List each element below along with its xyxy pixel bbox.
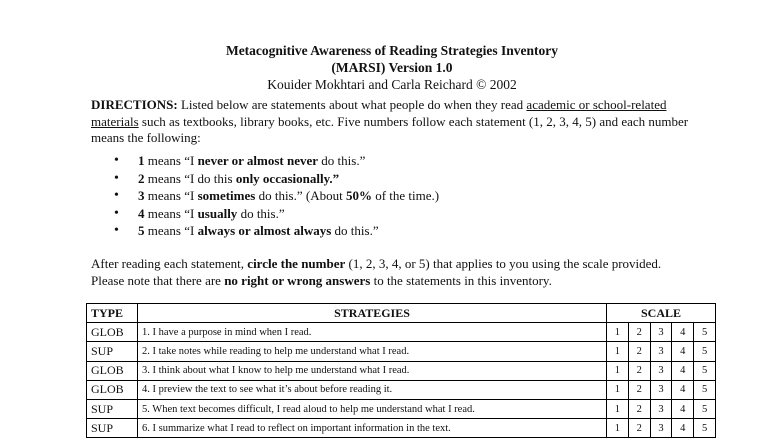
directions-text-a: Listed below are statements about what people do when they read — [177, 97, 527, 112]
table-row — [87, 419, 716, 438]
row-type: GLOB — [87, 380, 138, 399]
scale-list — [114, 152, 439, 240]
scale-bold: always or almost always — [197, 223, 332, 239]
scale-bold: only occasionally.” — [235, 170, 340, 186]
scale-item — [114, 222, 439, 240]
scale-text: means “I — [144, 223, 198, 239]
scale-text: means “I do this — [144, 170, 236, 186]
scale-bold: usually — [197, 205, 238, 221]
scale-text: of the time.) — [371, 188, 440, 204]
scale-number: 2 — [138, 170, 145, 186]
scale-option-2[interactable]: 2 — [628, 419, 650, 438]
directions-label: DIRECTIONS: — [91, 97, 178, 112]
scale-option-5[interactable]: 5 — [694, 323, 716, 342]
scale-option-4[interactable]: 4 — [672, 399, 694, 418]
scale-text: do this.” — [237, 205, 285, 221]
scale-bold: never or almost never — [197, 153, 319, 168]
scale-item — [114, 187, 439, 205]
scale-text: do this.” — [318, 153, 366, 168]
scale-option-5[interactable]: 5 — [694, 361, 716, 380]
title-line-2: (MARSI) Version 1.0 — [331, 60, 453, 75]
row-type: SUP — [87, 419, 138, 438]
scale-option-1[interactable]: 1 — [607, 399, 629, 418]
header-scale: SCALE — [607, 304, 716, 323]
scale-item — [114, 205, 439, 223]
scale-option-3[interactable]: 3 — [650, 419, 672, 438]
scale-option-1[interactable]: 1 — [607, 380, 629, 399]
instructions-text: After reading each statement, — [91, 256, 248, 271]
scale-item — [114, 170, 439, 188]
scale-option-2[interactable]: 2 — [628, 361, 650, 380]
directions-underlined: academic or school-related materials — [91, 97, 667, 129]
row-statement: 4. I preview the text to see what it’s about before reading it. — [138, 380, 607, 399]
instructions-paragraph — [91, 256, 691, 289]
scale-option-3[interactable]: 3 — [650, 342, 672, 361]
scale-option-4[interactable]: 4 — [672, 323, 694, 342]
header-type: TYPE — [87, 304, 138, 323]
scale-option-5[interactable]: 5 — [694, 380, 716, 399]
scale-option-2[interactable]: 2 — [628, 342, 650, 361]
scale-option-4[interactable]: 4 — [672, 342, 694, 361]
scale-text: do this.” (About — [255, 188, 346, 204]
row-statement: 2. I take notes while reading to help me understand what I read. — [138, 342, 607, 361]
row-statement: 5. When text becomes difficult, I read aloud to help me understand what I read. — [138, 399, 607, 418]
directions-paragraph — [91, 97, 691, 147]
row-statement: 1. I have a purpose in mind when I read. — [138, 323, 607, 342]
instructions-text: to the statements in this inventory. — [370, 272, 552, 288]
scale-number: 1 — [138, 153, 145, 168]
row-type: SUP — [87, 342, 138, 361]
title-line-1: Metacognitive Awareness of Reading Strategies Inventory — [225, 43, 559, 58]
scale-option-2[interactable]: 2 — [628, 380, 650, 399]
scale-option-2[interactable]: 2 — [628, 399, 650, 418]
instructions-text: (1, 2, 3, 4, or 5) that applies to you using the scale provided. Please note that there are — [91, 256, 662, 288]
authors-line: Kouider Mokhtari and Carla Reichard © 2002 — [267, 77, 517, 92]
scale-item — [114, 152, 439, 170]
table-row — [87, 399, 716, 418]
scale-number: 5 — [138, 223, 145, 239]
scale-option-2[interactable]: 2 — [628, 323, 650, 342]
scale-option-5[interactable]: 5 — [694, 419, 716, 438]
instructions-bold: no right or wrong answers — [224, 272, 371, 288]
scale-text: means “I — [144, 153, 198, 168]
table-row — [87, 342, 716, 361]
directions-text-b: such as textbooks, library books, etc. Five numbers follow each statement (1, 2, 3, 4, 5) and each number means the following: — [91, 113, 689, 145]
table-row — [87, 380, 716, 399]
scale-text: means “I — [144, 205, 198, 221]
scale-option-3[interactable]: 3 — [650, 323, 672, 342]
row-statement: 3. I think about what I know to help me understand what I read. — [138, 361, 607, 380]
table-header-row — [87, 304, 716, 323]
scale-option-4[interactable]: 4 — [672, 361, 694, 380]
scale-option-1[interactable]: 1 — [607, 342, 629, 361]
scale-option-4[interactable]: 4 — [672, 380, 694, 399]
strategies-table — [86, 303, 716, 438]
scale-option-1[interactable]: 1 — [607, 361, 629, 380]
row-type: GLOB — [87, 361, 138, 380]
scale-number: 4 — [138, 205, 145, 221]
row-type: SUP — [87, 399, 138, 418]
scale-option-3[interactable]: 3 — [650, 361, 672, 380]
scale-option-5[interactable]: 5 — [694, 342, 716, 361]
scale-bold: sometimes — [197, 188, 256, 204]
table-row — [87, 323, 716, 342]
header-strategies: STRATEGIES — [138, 304, 607, 323]
instructions-bold: circle the number — [247, 256, 346, 271]
scale-option-3[interactable]: 3 — [650, 380, 672, 399]
scale-option-3[interactable]: 3 — [650, 399, 672, 418]
scale-bold: 50% — [345, 188, 372, 204]
scale-option-4[interactable]: 4 — [672, 419, 694, 438]
row-statement: 6. I summarize what I read to reflect on important information in the text. — [138, 419, 607, 438]
scale-number: 3 — [138, 188, 145, 204]
scale-text: means “I — [144, 188, 198, 204]
scale-text: do this.” — [331, 223, 379, 239]
table-row — [87, 361, 716, 380]
scale-option-5[interactable]: 5 — [694, 399, 716, 418]
scale-option-1[interactable]: 1 — [607, 419, 629, 438]
scale-option-1[interactable]: 1 — [607, 323, 629, 342]
row-type: GLOB — [87, 323, 138, 342]
